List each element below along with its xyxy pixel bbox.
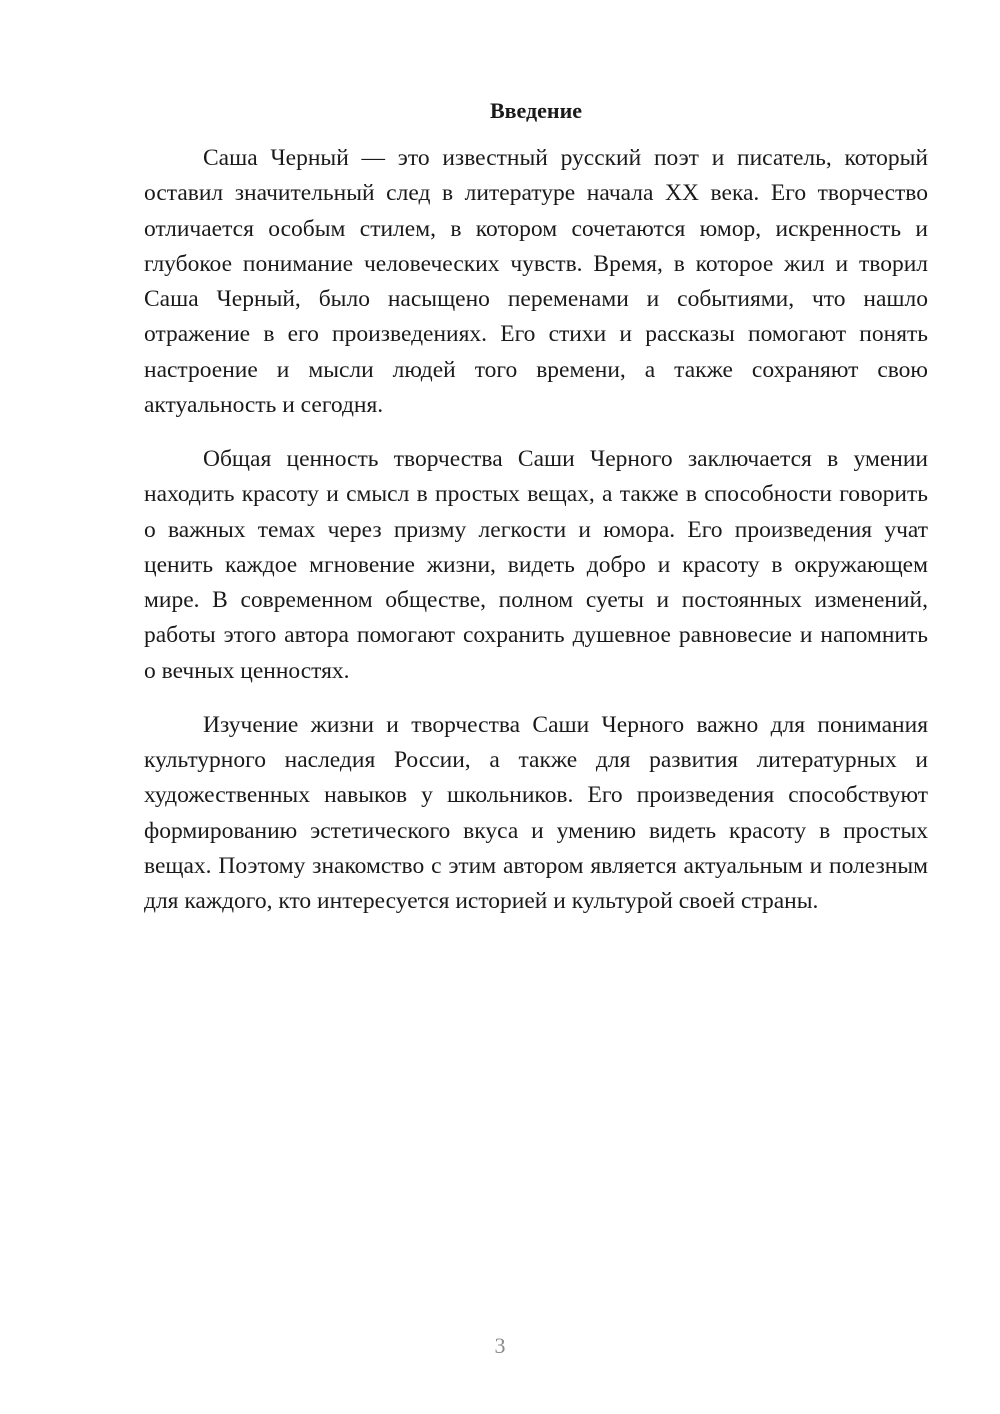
paragraph-1: Саша Черный — это известный русский поэт и писатель, который оставил значительный след в литературе начала XX века. Его творчество отличается особым стилем, в котором сочетаются юмор, искренность и глубокое понимание человеческих чувств. Время, в которое жил и творил Саша Черный, было насыщено переменами и событиями, что нашло отражение в его произведениях. Его стихи и рассказы помогают понять настроение и мысли людей того времени, а также сохраняют свою актуальность и сегодня. bbox=[144, 145, 928, 419]
paragraph-2: Общая ценность творчества Саши Черного заключается в умении находить красоту и смысл в простых вещах, а также в способности говорить о важных темах через призму легкости и юмора. Его произведения учат ценить каждое мгновение жизни, видеть добро и красоту в окружающем мире. В современном обществе, полном суеты и постоянных изменений, работы этого автора помогают сохранить душевное равновесие и напомнить о вечных ценностях. bbox=[144, 445, 928, 684]
body-text bbox=[144, 141, 928, 938]
page-number: 3 bbox=[494, 1333, 506, 1358]
section-heading: Введение bbox=[489, 98, 583, 123]
paragraph-3: Изучение жизни и творчества Саши Черного важно для понимания культурного наследия России, а также для развития литературных и художественных навыков у школьников. Его произведения способствуют формированию эстетического вкуса и умению видеть красоту в простых вещах. Поэтому знакомство с этим автором является актуальным и полезным для каждого, кто интересуется историей и культурой своей страны. bbox=[144, 711, 928, 915]
